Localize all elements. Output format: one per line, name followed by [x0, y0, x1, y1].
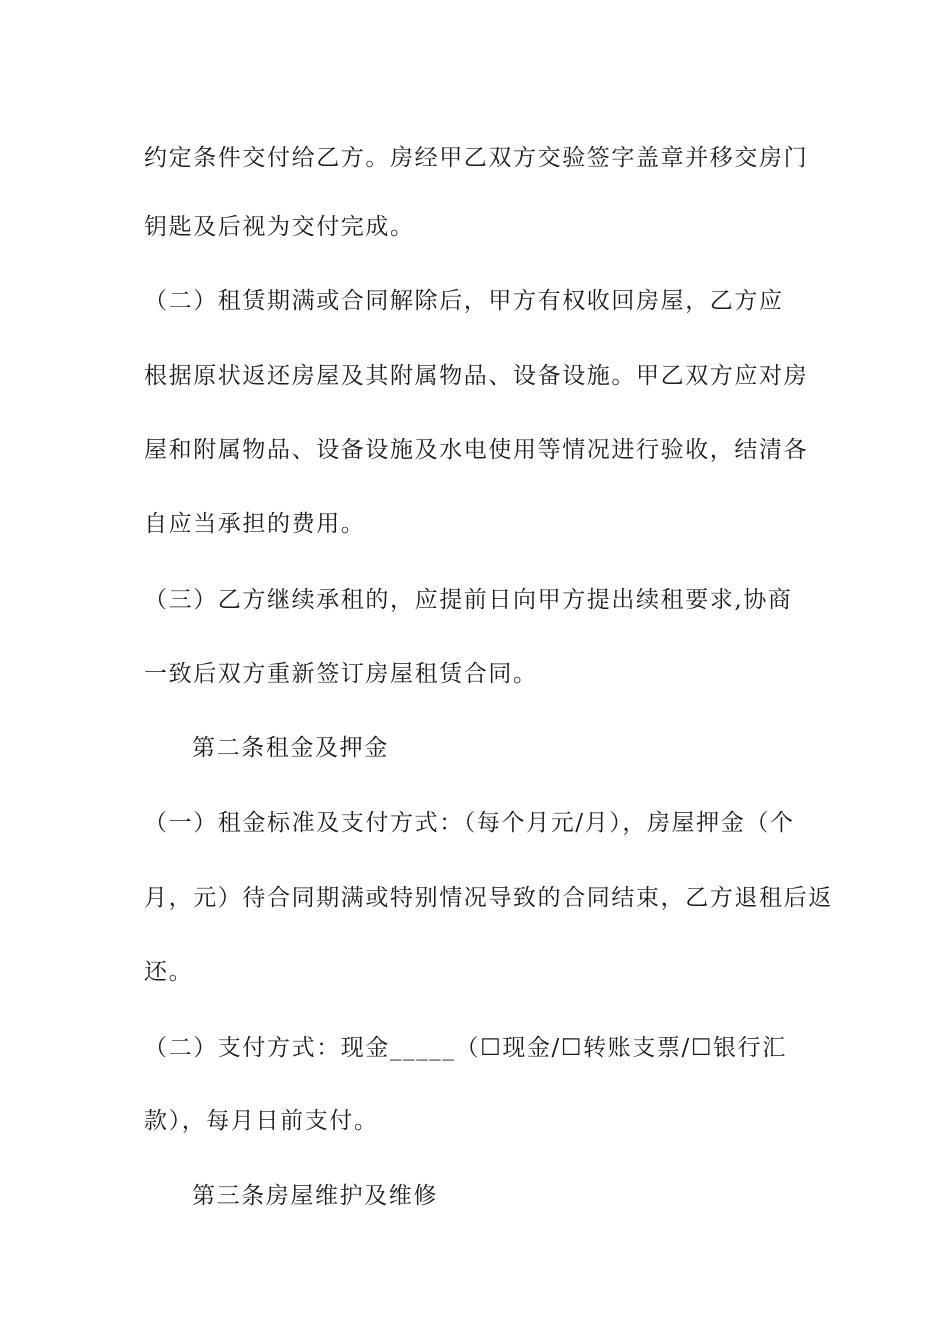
- section-heading: 第二条租金及押金: [192, 735, 389, 761]
- paragraph-line: 月，元）待合同期满或特别情况导致的合同结束，乙方退租后返: [144, 885, 833, 911]
- paragraph-line: （三）乙方继续承租的，应提前日向甲方提出续租要求,协商: [144, 587, 793, 613]
- paragraph-line: 屋和附属物品、设备设施及水电使用等情况进行验收，结清各: [144, 437, 809, 463]
- paragraph-line: （二）租赁期满或合同解除后，甲方有权收回房屋，乙方应: [144, 288, 784, 314]
- paragraph-line: 钥匙及后视为交付完成。: [144, 214, 415, 240]
- section-heading: 第三条房屋维护及维修: [192, 1183, 438, 1209]
- paragraph-line: 根据原状返还房屋及其附属物品、设备设施。甲乙双方应对房: [144, 363, 809, 389]
- paragraph-line: （一）租金标准及支付方式：（每个月元/月），房屋押金（个: [144, 810, 795, 836]
- paragraph-line: 自应当承担的费用。: [144, 511, 366, 537]
- paragraph-line: 款），每月日前支付。: [144, 1108, 379, 1134]
- paragraph-line: 一致后双方重新签订房屋租赁合同。: [144, 661, 538, 687]
- paragraph-line: 约定条件交付给乙方。房经甲乙双方交验签字盖章并移交房门: [144, 145, 809, 171]
- paragraph-line: 还。: [144, 959, 194, 985]
- paragraph-line: （二）支付方式：现金_____（☐现金/☐转账支票/☐银行汇: [144, 1035, 787, 1061]
